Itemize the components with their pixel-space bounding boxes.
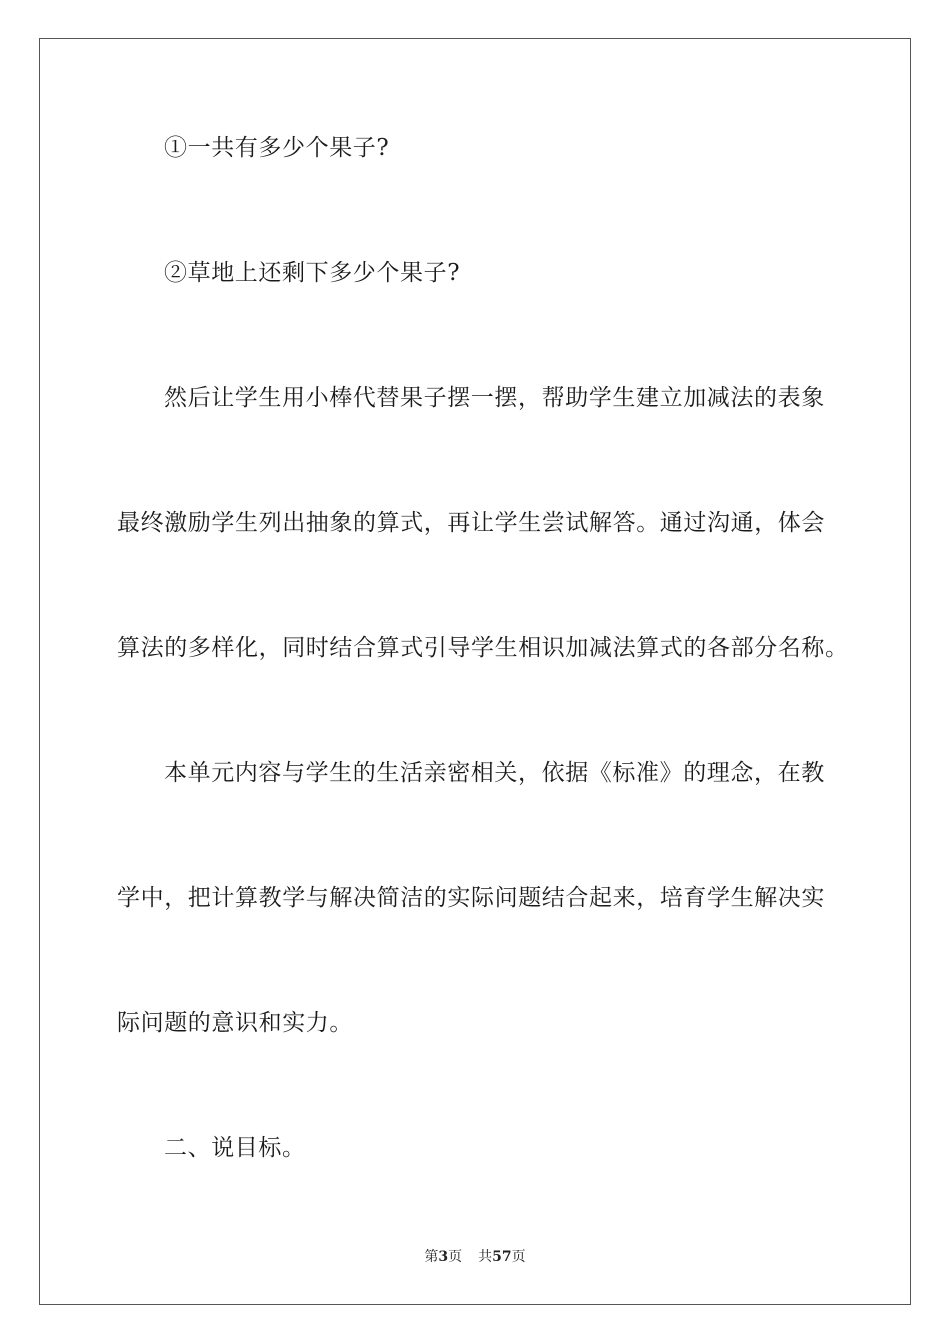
body-paragraph-1-line-1: 然后让学生用小棒代替果子摆一摆，帮助学生建立加减法的表象 [164, 385, 825, 411]
section-heading: 二、说目标。 [164, 1135, 306, 1161]
body-paragraph-2-line-1: 本单元内容与学生的生活亲密相关，依据《标准》的理念，在教 [164, 760, 825, 786]
footer-total-pages: 57 [492, 1249, 512, 1265]
footer-total-prefix: 共 [478, 1249, 493, 1265]
footer-page-suffix: 页 [448, 1249, 463, 1265]
footer-page-number: 3 [438, 1249, 449, 1265]
question-line-2: ②草地上还剩下多少个果子? [164, 260, 461, 286]
page-border [39, 38, 911, 1305]
body-paragraph-1-line-3: 算法的多样化，同时结合算式引导学生相识加减法算式的各部分名称。 [117, 635, 849, 661]
footer-page-prefix: 第 [424, 1249, 439, 1265]
footer-total-suffix: 页 [511, 1249, 526, 1265]
body-paragraph-1-line-2: 最终激励学生列出抽象的算式，再让学生尝试解答。通过沟通，体会 [117, 510, 825, 536]
page-footer [0, 1248, 950, 1266]
question-line-1: ①一共有多少个果子? [164, 135, 390, 161]
body-paragraph-2-line-3: 际问题的意识和实力。 [117, 1010, 353, 1036]
body-paragraph-2-line-2: 学中，把计算教学与解决简洁的实际问题结合起来，培育学生解决实 [117, 885, 825, 911]
